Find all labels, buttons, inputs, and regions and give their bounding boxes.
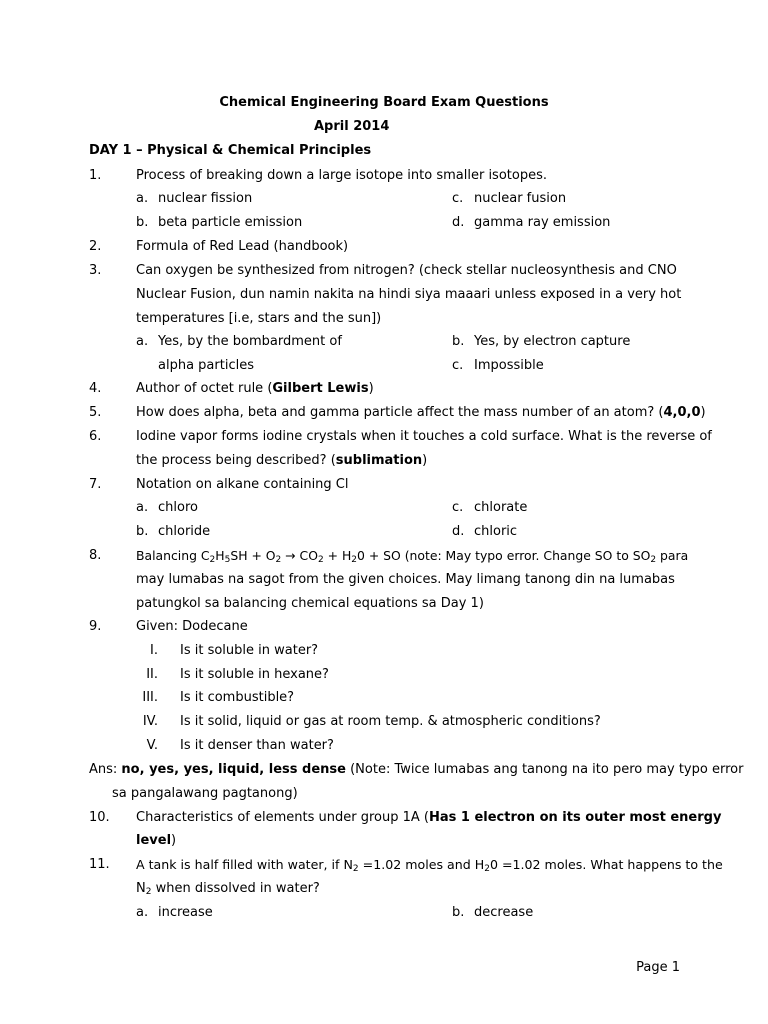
equation-part: Balancing C — [136, 548, 210, 563]
option-letter: c. — [452, 358, 464, 373]
option-letter: b. — [136, 524, 149, 539]
question-text: Nuclear Fusion, dun namin nakita na hindi siya maaari unless exposed in a very hot — [136, 287, 682, 302]
subscript: 2 — [275, 555, 282, 565]
option-letter: d. — [452, 215, 465, 230]
subscript: 2 — [317, 555, 324, 565]
question-text-part: =1.02 moles and H — [358, 857, 485, 872]
answer-label: Ans: — [89, 762, 122, 777]
sub-question: Is it soluble in hexane? — [180, 667, 329, 682]
option-text: beta particle emission — [158, 215, 303, 230]
roman-numeral: I. — [150, 643, 158, 658]
subscript: 2 — [484, 864, 490, 874]
question-text-part: ) — [171, 833, 177, 848]
sub-question: Is it solid, liquid or gas at room temp. & atmospheric conditions? — [180, 714, 601, 729]
question-text-part: ) — [700, 405, 706, 420]
option-letter: a. — [136, 500, 149, 515]
question-number: 9. — [89, 619, 102, 634]
equation-part: SH + O — [230, 548, 276, 563]
question-number: 10. — [89, 810, 110, 825]
question-text — [136, 810, 721, 826]
question-text: may lumabas na sagot from the given choices. May limang tanong din na lumabas — [136, 572, 675, 587]
question-text: temperatures [i.e, stars and the sun]) — [136, 311, 382, 326]
option-text: decrease — [474, 905, 534, 920]
question-text: Given: Dodecane — [136, 619, 248, 634]
option-text: Yes, by the bombardment of — [158, 334, 342, 349]
roman-numeral: II. — [146, 667, 158, 682]
equation-part: → CO — [281, 548, 318, 563]
question-text: Notation on alkane containing Cl — [136, 477, 349, 492]
option-text: nuclear fission — [158, 191, 253, 206]
equation-part: 0 + SO (note: May typo error. Change SO to SO — [357, 548, 651, 563]
question-text: Can oxygen be synthesized from nitrogen? (check stellar nucleosynthesis and CNO — [136, 263, 677, 278]
question-text — [136, 833, 176, 849]
option-letter: a. — [136, 191, 149, 206]
option-text: alpha particles — [158, 358, 254, 373]
question-text-part: Author of octet rule ( — [136, 381, 273, 396]
equation-part: para — [656, 548, 689, 563]
answer-text: sublimation — [335, 453, 423, 468]
equation-part: H — [215, 548, 225, 563]
question-number: 11. — [89, 857, 110, 872]
question-text: Iodine vapor forms iodine crystals when it touches a cold surface. What is the reverse of — [136, 429, 712, 444]
question-text: Process of breaking down a large isotope into smaller isotopes. — [136, 168, 547, 183]
option-letter: d. — [452, 524, 465, 539]
option-letter: c. — [452, 500, 464, 515]
answer-note: (Note: Twice lumabas ang tanong na ito pero may typo error — [345, 762, 744, 777]
question-text — [136, 405, 706, 421]
answer-text: Gilbert Lewis — [272, 381, 369, 396]
page-number: Page 1 — [636, 960, 680, 975]
answer-text: Has 1 electron on its outer most energy — [428, 810, 722, 825]
sub-question: Is it soluble in water? — [180, 643, 319, 658]
question-text-part: A tank is half filled with water, if N — [136, 857, 353, 872]
option-text: chloride — [158, 524, 211, 539]
subscript: 2 — [352, 864, 359, 874]
question-text-part: ) — [422, 453, 428, 468]
section-heading: DAY 1 – Physical & Chemical Principles — [89, 143, 372, 158]
option-text: Yes, by electron capture — [474, 334, 631, 349]
question-number: 6. — [89, 429, 102, 444]
question-text-part: 0 =1.02 moles. What happens to the — [489, 857, 723, 872]
option-letter: b. — [136, 215, 149, 230]
option-letter: c. — [452, 191, 464, 206]
sub-question: Is it combustible? — [180, 690, 295, 705]
question-number: 3. — [89, 263, 102, 278]
subscript: 5 — [224, 555, 231, 565]
subscript: 2 — [145, 887, 152, 897]
roman-numeral: V. — [146, 738, 158, 753]
subscript: 2 — [351, 555, 357, 565]
question-text-part: Characteristics of elements under group 1A ( — [136, 810, 429, 825]
question-text — [136, 881, 320, 897]
option-letter: b. — [452, 905, 465, 920]
question-text-part: when dissolved in water? — [151, 881, 320, 896]
option-text: nuclear fusion — [474, 191, 567, 206]
question-number: 8. — [89, 548, 102, 563]
question-number: 4. — [89, 381, 102, 396]
question-text — [136, 857, 723, 873]
question-text — [136, 381, 374, 397]
document-title: Chemical Engineering Board Exam Questions — [219, 95, 549, 110]
answer-text: 4,0,0 — [663, 405, 701, 420]
question-text-part: ) — [368, 381, 374, 396]
answer-note: sa pangalawang pagtanong) — [112, 786, 298, 801]
option-letter: a. — [136, 334, 149, 349]
roman-numeral: IV. — [142, 714, 158, 729]
question-text: Formula of Red Lead (handbook) — [136, 239, 349, 254]
question-text-part: N — [136, 881, 146, 896]
option-text: chloric — [474, 524, 518, 539]
question-number: 1. — [89, 168, 102, 183]
subscript: 2 — [650, 555, 657, 565]
document-date: April 2014 — [314, 119, 390, 134]
sub-question: Is it denser than water? — [180, 738, 334, 753]
option-text: gamma ray emission — [474, 215, 611, 230]
question-text: patungkol sa balancing chemical equations sa Day 1) — [136, 596, 484, 611]
question-number: 2. — [89, 239, 102, 254]
roman-numeral: III. — [142, 690, 158, 705]
equation-part: + H — [323, 548, 352, 563]
option-text: increase — [158, 905, 213, 920]
answer-line — [89, 762, 743, 778]
question-text-part: How does alpha, beta and gamma particle affect the mass number of an atom? ( — [136, 405, 664, 420]
question-number: 5. — [89, 405, 102, 420]
option-text: chloro — [158, 500, 198, 515]
option-letter: a. — [136, 905, 149, 920]
option-letter: b. — [452, 334, 465, 349]
question-number: 7. — [89, 477, 102, 492]
answer-text: no, yes, yes, liquid, less dense — [121, 762, 346, 777]
subscript: 2 — [209, 555, 216, 565]
question-text-part: the process being described? ( — [136, 453, 336, 468]
option-text: Impossible — [474, 358, 544, 373]
option-text: chlorate — [474, 500, 528, 515]
question-text — [136, 453, 427, 469]
question-text — [136, 548, 688, 564]
answer-text: level — [136, 833, 172, 848]
